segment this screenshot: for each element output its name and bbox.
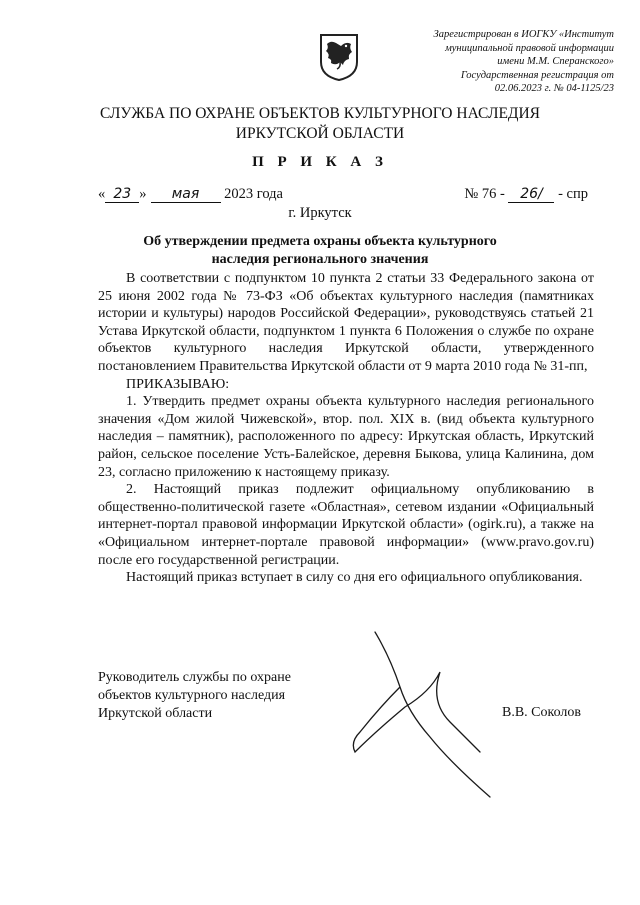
- date-year: 2023 года: [224, 186, 283, 202]
- signer-position: [98, 669, 291, 723]
- number-prefix: № 76 -: [464, 186, 505, 202]
- city: г. Иркутск: [288, 205, 352, 221]
- clause-1: 1. Утвердить предмет охраны объекта культурного наследия регионального значения «Дом жилой Чижевской», втор. пол. XIX в. (вид объекта культурного наследия – памятник), расположенного по адресу: Иркутская область, Иркутский район, сельское поселение Усть-Балейское, деревня Быкова, улица Калинина, дом 23, согласно приложению к настоящему приказу.: [98, 394, 594, 480]
- clause-2: 2. Настоящий приказ подлежит официальному опубликованию в общественно-политической газете «Областная», сетевом издании «Официальный интернет-портал правовой информации Иркутской области» (ogirk.ru), а также на «Официальном интернет-портале правовой информации» (www.pravo.gov.ru) после его государственной регистрации.: [98, 482, 594, 568]
- org-line: СЛУЖБА ПО ОХРАНЕ ОБЪЕКТОВ КУЛЬТУРНОГО НАСЛЕДИЯ: [99, 105, 541, 122]
- date-close-quote: »: [139, 186, 147, 202]
- order-body: [98, 270, 594, 587]
- order-number: [464, 186, 588, 203]
- signer-name: В.В. Соколов: [502, 705, 582, 720]
- effective-clause: Настоящий приказ вступает в силу со дня его официального опубликования.: [126, 570, 583, 586]
- date-month: мая: [151, 186, 221, 203]
- registration-line: имени М.М. Сперанского»: [497, 56, 614, 67]
- registration-line: Государственная регистрация от: [460, 69, 614, 81]
- number-suffix: - спр: [558, 186, 588, 202]
- number-value: 26/: [508, 186, 554, 203]
- date-day: 23: [105, 186, 139, 203]
- registration-line: 02.06.2023 г. № 04-1125/23: [494, 83, 614, 94]
- signer-position-line: Руководитель службы по охране: [98, 670, 291, 685]
- coat-of-arms-icon: [318, 32, 360, 82]
- handwritten-signature: [280, 612, 530, 812]
- date-open-quote: «: [98, 186, 106, 202]
- registration-stamp: [374, 28, 614, 96]
- signer-position-line: Иркутской области: [98, 706, 213, 721]
- registration-line: муниципальной правовой информации: [445, 42, 614, 54]
- order-subject: Об утверждении предмета охраны объекта культурного наследия регионального значения: [143, 234, 497, 267]
- org-line: ИРКУТСКОЙ ОБЛАСТИ: [235, 125, 405, 142]
- organization-name: [0, 104, 640, 144]
- signer-position-line: объектов культурного наследия: [98, 688, 286, 703]
- document-type: П Р И К А З: [252, 154, 388, 170]
- command-word: ПРИКАЗЫВАЮ:: [126, 376, 230, 392]
- registration-line: Зарегистрирован в ИОГКУ «Институт: [433, 29, 614, 40]
- order-date: [98, 186, 283, 203]
- preamble-paragraph: В соответствии с подпунктом 10 пункта 2 статьи 33 Федерального закона от 25 июня 2002 года № 73-ФЗ «Об объектах культурного наследия (памятниках истории и культуры) народов Российской Федерации», руководствуясь статьей 21 Устава Иркутской области, подпунктом 1 пункта 6 Положения о службе по охране объектов культурного наследия Иркутской области, утвержденного постановлением Правительства Иркутской области от 9 марта 2010 года № 31-пп,: [98, 271, 594, 374]
